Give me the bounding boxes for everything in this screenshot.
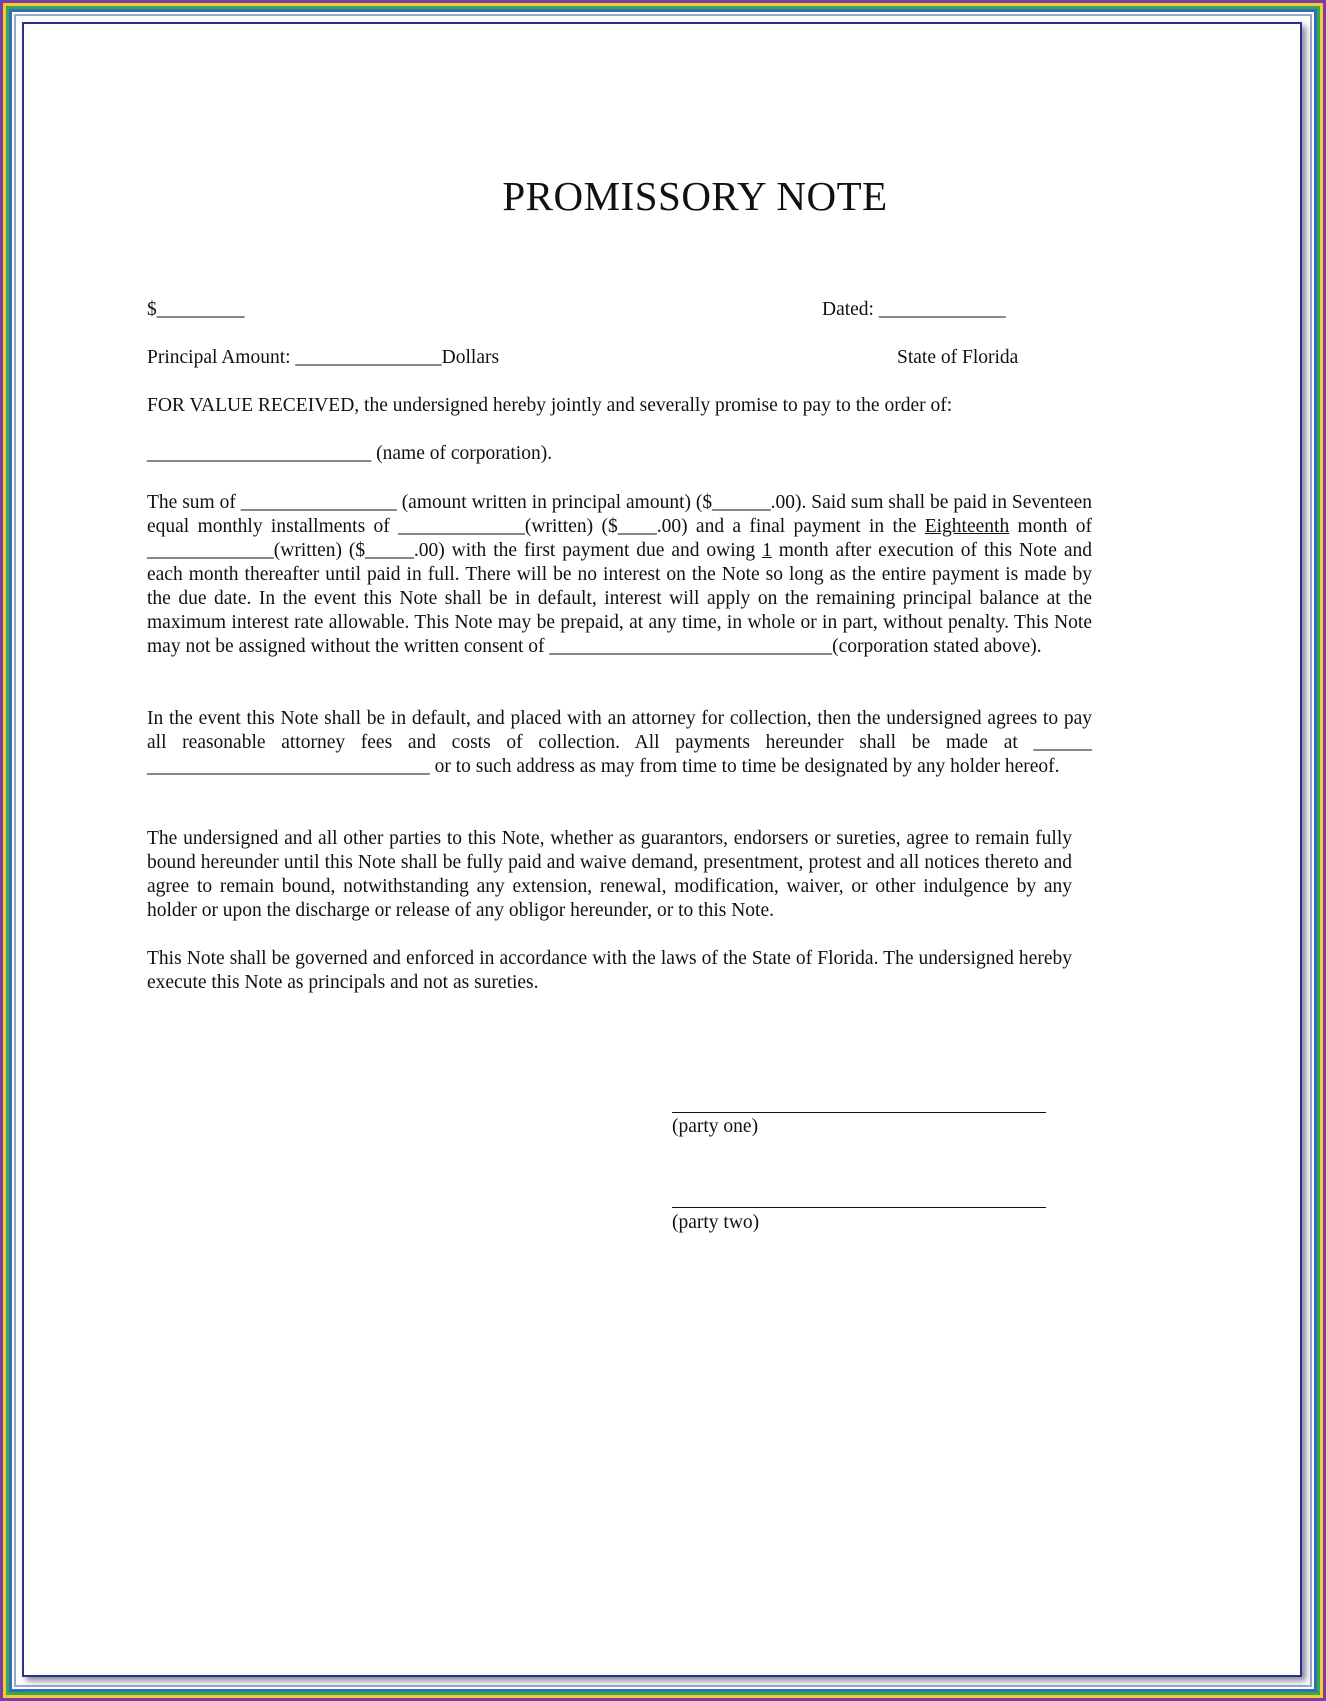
signature-line-party-two: [672, 1207, 1046, 1208]
governing-law-paragraph: This Note shall be governed and enforced in accordance with the laws of the State of Florida. The undersigned hereby execute this Note as principals and not as sureties.: [147, 948, 1072, 993]
terms-text-c: month after execution of this Note and each month thereafter until paid in full. There will be no interest on the Note so long as the entire payment is made by the due date. In the event this Note shall be in default, interest will apply on the remaining principal balance at the maximum interest rate allowable. This Note may be prepaid, at any time, in whole or in part, without penalty. This Note may not be assigned without the written consent of _____________________________(corporation stated above).: [147, 540, 1092, 657]
terms-text-b: month of _____________(written) ($_____.00) with the first payment due and owing: [147, 516, 1092, 561]
dated-field: Dated: _____________: [822, 299, 1006, 320]
signature-line-party-one: [672, 1112, 1046, 1113]
party-two-label: (party two): [672, 1212, 760, 1233]
default-paragraph: In the event this Note shall be in default, and placed with an attorney for collection, then the undersigned agrees to pay all reasonable attorney fees and costs of collection. All payments hereunder shall be made at ______ _____________________________ or to such address as may from time to time be designated by any holder hereof.: [147, 708, 1092, 777]
party-one-label: (party one): [672, 1116, 759, 1137]
payment-terms-paragraph: [147, 491, 1092, 659]
waiver-paragraph: The undersigned and all other parties to this Note, whether as guarantors, endorsers or sureties, agree to remain fully bound hereunder until this Note shall be fully paid and waive demand, presentment, protest and all notices thereto and agree to remain bound, notwithstanding any extension, renewal, modification, waiver, or other indulgence by any holder or upon the discharge or release of any obligor hereunder, or to this Note.: [147, 828, 1072, 921]
terms-text-a: The sum of ________________ (amount written in principal amount) ($______.00). Said sum shall be paid in Seventeen equal monthly installments of _____________(written) ($____.00) and a final payment in the: [147, 492, 1092, 537]
amount-blank: $_________: [147, 299, 245, 320]
payee-line: _______________________ (name of corporation).: [147, 443, 553, 464]
months-after-number: 1: [762, 540, 772, 561]
principal-amount-field: Principal Amount: _______________Dollars: [147, 347, 500, 368]
intro-text: FOR VALUE RECEIVED, the undersigned hereby jointly and severally promise to pay to the order of:: [147, 395, 953, 416]
final-month-word: Eighteenth: [924, 516, 1010, 537]
state-label: State of Florida: [897, 347, 1019, 368]
document-title: PROMISSORY NOTE: [502, 173, 888, 219]
